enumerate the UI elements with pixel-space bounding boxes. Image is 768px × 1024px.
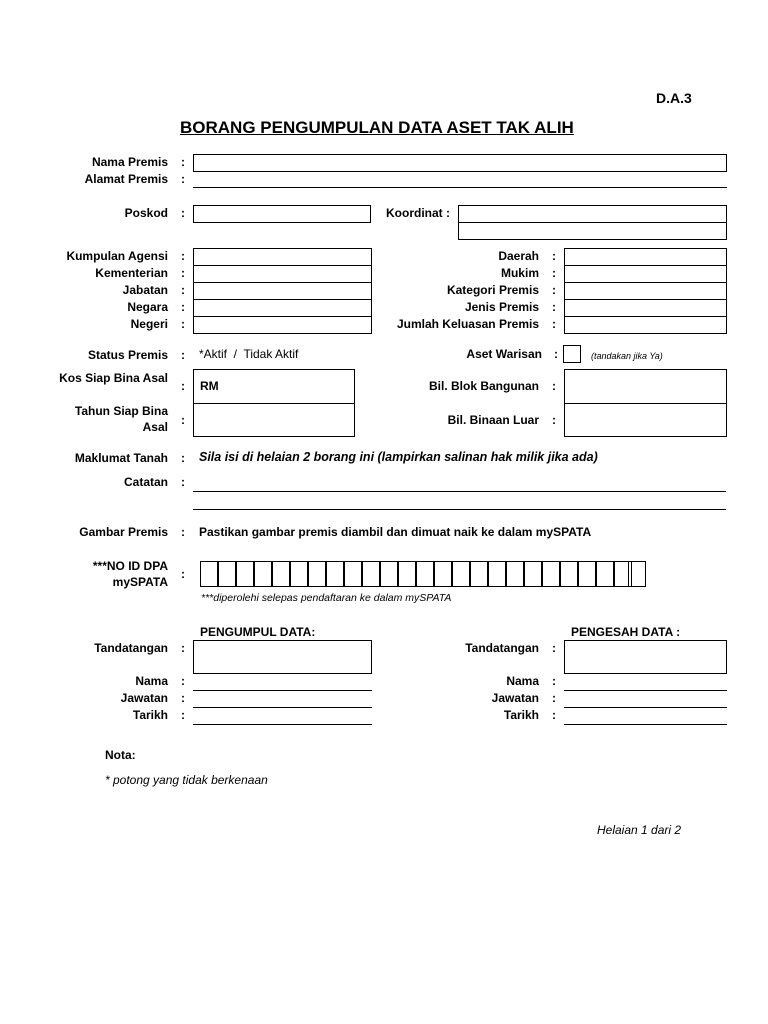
colon: : (181, 708, 185, 722)
colon: : (552, 691, 556, 705)
nama-premis-input[interactable] (193, 154, 727, 172)
colon: : (181, 641, 185, 655)
id-digit-cell[interactable] (434, 561, 452, 587)
no-id-dpa-note: ***diperolehi selepas pendaftaran ke dalam mySPATA (201, 592, 452, 604)
label-nama-pengumpul: Nama (135, 674, 168, 688)
page-indicator: Helaian 1 dari 2 (597, 823, 682, 837)
kategori-premis-input[interactable] (564, 282, 727, 300)
label-maklumat-tanah: Maklumat Tanah (74, 451, 168, 465)
maklumat-tanah-note: Sila isi di helaian 2 borang ini (lampirkan salinan hak milik jika ada) (199, 450, 598, 464)
id-digit-cell[interactable] (236, 561, 254, 587)
nama-pengumpul-line[interactable] (193, 690, 372, 691)
colon: : (181, 567, 185, 581)
label-tarikh-pengumpul: Tarikh (132, 708, 168, 722)
bil-binaan-luar-input[interactable] (564, 403, 727, 437)
jabatan-input[interactable] (193, 282, 372, 300)
catatan-line-1[interactable] (193, 491, 726, 492)
mukim-input[interactable] (564, 265, 727, 283)
id-digit-cell[interactable] (452, 561, 470, 587)
aset-warisan-checkbox[interactable] (563, 345, 581, 363)
colon: : (552, 674, 556, 688)
id-digit-cell[interactable] (416, 561, 434, 587)
id-digit-cell[interactable] (290, 561, 308, 587)
colon: : (552, 641, 556, 655)
label-kos-siap-bina-asal: Kos Siap Bina Asal (59, 371, 168, 385)
label-jenis-premis: Jenis Premis (464, 300, 539, 314)
colon: : (181, 155, 185, 169)
pengumpul-data-heading: PENGUMPUL DATA: (200, 625, 316, 639)
nama-pengesah-line[interactable] (564, 690, 727, 691)
colon: : (181, 379, 185, 393)
kos-currency-prefix: RM (200, 379, 219, 393)
colon: : (552, 413, 556, 427)
bil-blok-bangunan-input[interactable] (564, 369, 727, 404)
colon: : (181, 172, 185, 186)
colon: : (552, 283, 556, 297)
colon: : (181, 348, 185, 362)
nota-heading: Nota: (105, 748, 136, 762)
label-jabatan: Jabatan (122, 283, 168, 297)
label-gambar-premis: Gambar Premis (79, 525, 168, 539)
gambar-premis-note: Pastikan gambar premis diambil dan dimuat naik ke dalam mySPATA (199, 525, 592, 539)
daerah-input[interactable] (564, 248, 727, 266)
negeri-input[interactable] (193, 316, 372, 334)
label-poskod: Poskod (124, 206, 168, 220)
colon: : (552, 266, 556, 280)
label-kumpulan-agensi: Kumpulan Agensi (66, 249, 168, 263)
tarikh-pengumpul-line[interactable] (193, 724, 372, 725)
colon: : (181, 413, 185, 427)
colon: : (181, 674, 185, 688)
label-negeri: Negeri (130, 317, 168, 331)
colon: : (181, 451, 185, 465)
id-digit-cell[interactable] (326, 561, 344, 587)
colon: : (181, 300, 185, 314)
label-bil-binaan-luar: Bil. Binaan Luar (447, 413, 539, 427)
id-digit-cell[interactable] (362, 561, 380, 587)
label-bil-blok-bangunan: Bil. Blok Bangunan (428, 379, 539, 393)
status-premis-options[interactable]: *Aktif / Tidak Aktif (199, 347, 299, 361)
form-title: BORANG PENGUMPULAN DATA ASET TAK ALIH (180, 118, 574, 137)
id-digit-cell[interactable] (560, 561, 578, 587)
id-digit-cell[interactable] (308, 561, 326, 587)
colon: : (554, 347, 558, 361)
label-daerah: Daerah (498, 249, 539, 263)
jawatan-pengesah-line[interactable] (564, 707, 727, 708)
pengesah-data-heading: PENGESAH DATA : (571, 625, 681, 639)
id-digit-cell[interactable] (542, 561, 560, 587)
label-tarikh-pengesah: Tarikh (503, 708, 539, 722)
label-tahun-siap-bina-asal: Tahun Siap Bina Asal (74, 404, 168, 434)
id-digit-cell[interactable] (524, 561, 542, 587)
colon: : (181, 317, 185, 331)
colon: : (552, 249, 556, 263)
label-jumlah-keluasan-premis: Jumlah Keluasan Premis (396, 317, 539, 331)
jawatan-pengumpul-line[interactable] (193, 707, 372, 708)
label-kategori-premis: Kategori Premis (446, 283, 539, 297)
id-digit-cell[interactable] (218, 561, 236, 587)
koordinat-input-1[interactable] (458, 205, 727, 223)
colon: : (181, 691, 185, 705)
koordinat-input-2[interactable] (458, 222, 727, 240)
id-digit-cell[interactable] (398, 561, 416, 587)
negara-input[interactable] (193, 299, 372, 317)
kumpulan-agensi-input[interactable] (193, 248, 372, 266)
label-tandatangan-pengesah: Tandatangan (465, 641, 539, 655)
colon: : (181, 475, 185, 489)
label-status-premis: Status Premis (87, 348, 168, 362)
label-jawatan-pengesah: Jawatan (491, 691, 539, 705)
label-jawatan-pengumpul: Jawatan (120, 691, 168, 705)
document-code: D.A.3 (656, 90, 692, 106)
id-digit-cell[interactable] (254, 561, 272, 587)
id-digit-cell[interactable] (272, 561, 290, 587)
id-digit-cell[interactable] (380, 561, 398, 587)
label-nama-premis: Nama Premis (91, 155, 168, 169)
poskod-input[interactable] (193, 205, 371, 223)
id-digit-cell[interactable] (470, 561, 488, 587)
alamat-premis-line[interactable] (193, 187, 727, 188)
label-no-id-dpa: ***NO ID DPA mySPATA (92, 559, 168, 589)
colon: : (552, 317, 556, 331)
label-catatan: Catatan (123, 475, 168, 489)
tahun-siap-bina-asal-input[interactable] (193, 403, 355, 437)
colon: : (181, 266, 185, 280)
id-digit-cell[interactable] (506, 561, 524, 587)
label-alamat-premis: Alamat Premis (84, 172, 168, 186)
colon: : (552, 300, 556, 314)
colon: : (181, 283, 185, 297)
jenis-premis-input[interactable] (564, 299, 727, 317)
label-mukim: Mukim (500, 266, 539, 280)
label-nama-pengesah: Nama (506, 674, 539, 688)
nota-item: * potong yang tidak berkenaan (105, 773, 268, 787)
tarikh-pengesah-line[interactable] (564, 724, 727, 725)
label-tandatangan-pengumpul: Tandatangan (94, 641, 168, 655)
id-digit-cell[interactable] (596, 561, 614, 587)
catatan-line-2[interactable] (193, 509, 726, 510)
colon: : (181, 249, 185, 263)
tandatangan-pengumpul-box[interactable] (193, 640, 372, 674)
colon: : (181, 206, 185, 220)
id-digit-cell[interactable] (200, 561, 218, 587)
tandatangan-pengesah-box[interactable] (564, 640, 727, 674)
kementerian-input[interactable] (193, 265, 372, 283)
label-aset-warisan: Aset Warisan (466, 347, 542, 361)
label-kementerian: Kementerian (95, 266, 168, 280)
colon: : (552, 708, 556, 722)
jumlah-keluasan-premis-input[interactable] (564, 316, 727, 334)
colon: : (552, 379, 556, 393)
id-digit-cell[interactable] (628, 561, 646, 587)
label-koordinat: Koordinat : (386, 206, 450, 220)
label-negara: Negara (127, 300, 168, 314)
id-digit-cell[interactable] (488, 561, 506, 587)
id-digit-cell[interactable] (578, 561, 596, 587)
colon: : (181, 525, 185, 539)
id-digit-cell[interactable] (344, 561, 362, 587)
aset-warisan-note: (tandakan jika Ya) (591, 351, 663, 361)
